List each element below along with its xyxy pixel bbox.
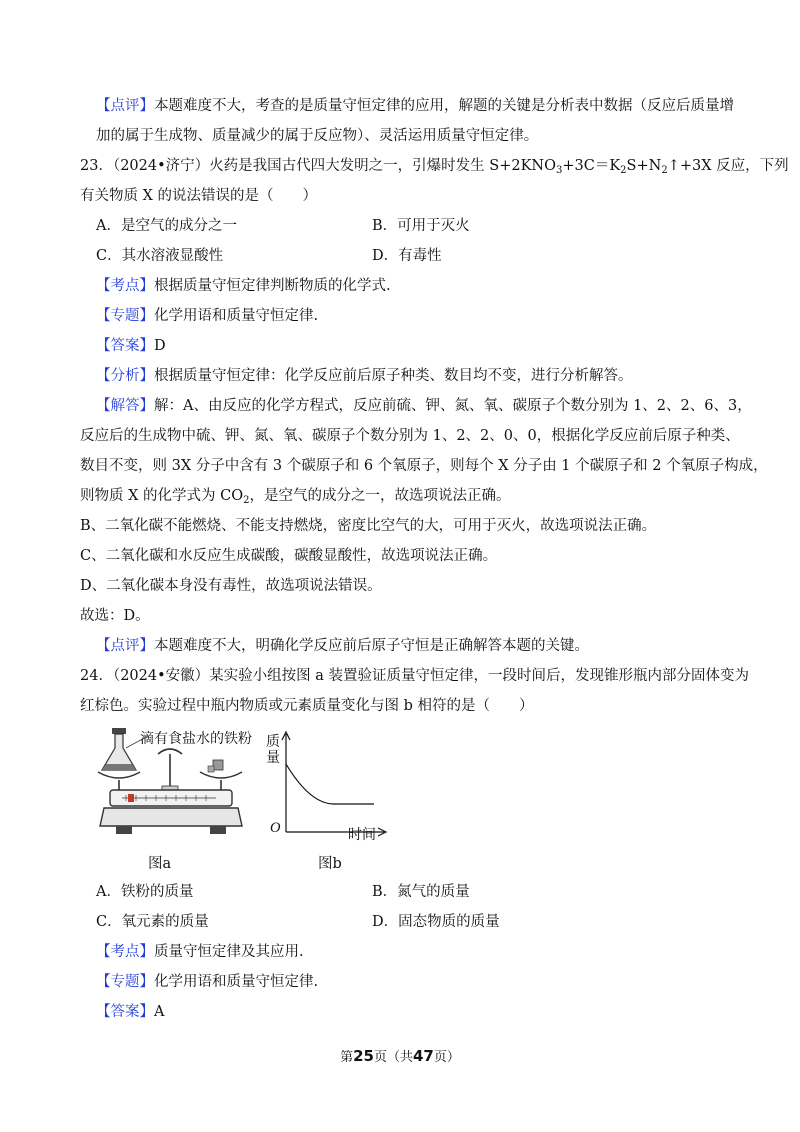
comment-line-1 bbox=[96, 96, 734, 116]
q23-option-c: C．其水溶液显酸性 bbox=[96, 248, 224, 264]
q23-zhuanti bbox=[96, 306, 318, 326]
page-number: 25 bbox=[353, 1047, 374, 1065]
q23-stem: 有关物质 X 的说法错误的是（ ） bbox=[80, 188, 318, 204]
kaodian-tag: 【考点】 bbox=[96, 944, 154, 960]
solution-text: ，是空气的成分之一，故选项说法正确。 bbox=[249, 488, 511, 504]
q23-solution-line-2: 反应后的生成物中硫、钾、氮、氧、碳原子个数分别为 1、2、2、0、0，根据化学反应前后原子种类、 bbox=[80, 428, 740, 444]
answer-tag: 【答案】 bbox=[96, 1004, 154, 1020]
q23-comment bbox=[96, 636, 589, 656]
figure-b-xlabel: 时间 bbox=[348, 827, 376, 843]
zhuanti-tag: 【专题】 bbox=[96, 308, 154, 324]
answer-text: A bbox=[154, 1004, 165, 1020]
q23-stem: S+N bbox=[626, 158, 662, 174]
kaodian-text: 根据质量守恒定律判断物质的化学式. bbox=[154, 278, 391, 294]
q24-stem-line-2: 红棕色。实验过程中瓶内物质或元素质量变化与图 b 相符的是（ ） bbox=[80, 698, 534, 714]
q23-option-d: D．有毒性 bbox=[372, 248, 442, 264]
q24-option-b: B．氮气的质量 bbox=[372, 884, 470, 900]
footer-text: 第 bbox=[340, 1050, 354, 1065]
q24-answer bbox=[96, 1002, 164, 1022]
answer-tag: 【答案】 bbox=[96, 338, 154, 354]
subscript: 2 bbox=[620, 165, 627, 176]
q23-solution-line-6: C、二氧化碳和水反应生成碳酸，碳酸显酸性，故选项说法正确。 bbox=[80, 548, 498, 564]
q24-stem-line-1: 24．（2024•安徽）某实验小组按图 a 装置验证质量守恒定律，一段时间后，发现锥形瓶内部分固体变为 bbox=[80, 668, 750, 684]
zhuanti-tag: 【专题】 bbox=[96, 974, 154, 990]
q23-solution-line-1 bbox=[96, 396, 752, 416]
figure-b-ylabel: 质量 bbox=[266, 734, 280, 766]
page-footer bbox=[0, 1046, 800, 1065]
footer-text: 页（共 bbox=[373, 1050, 413, 1065]
footer-text: 页） bbox=[433, 1050, 460, 1065]
q24-option-c: C．氧元素的质量 bbox=[96, 914, 209, 930]
q23-stem-line-1 bbox=[80, 156, 789, 176]
comment-line-2 bbox=[96, 126, 538, 146]
figure-b-origin: O bbox=[270, 820, 281, 836]
comment-text: 本题难度不大，考查的是质量守恒定律的应用，解题的关键是分析表中数据（反应后质量增 bbox=[154, 98, 734, 114]
answer-text: D bbox=[154, 338, 166, 354]
subscript: 3 bbox=[555, 165, 563, 176]
q24-zhuanti bbox=[96, 972, 318, 992]
analysis-tag: 【分析】 bbox=[96, 368, 154, 384]
comment-text: 加的属于生成物、质量减少的属于反应物）、灵活运用质量守恒定律。 bbox=[96, 128, 539, 144]
figure-a-caption: 图a bbox=[148, 856, 172, 872]
solution-tag: 【解答】 bbox=[96, 398, 154, 414]
kaodian-text: 质量守恒定律及其应用. bbox=[154, 944, 304, 960]
solution-text: 则物质 X 的化学式为 CO bbox=[80, 488, 244, 504]
q23-stem: +3C＝K bbox=[562, 158, 621, 174]
figure-a-label: 滴有食盐水的铁粉 bbox=[140, 731, 252, 747]
q23-stem: ↑+3X 反应，下列 bbox=[667, 158, 789, 174]
q23-answer bbox=[96, 336, 166, 356]
q24-kaodian bbox=[96, 942, 304, 962]
q23-analysis bbox=[96, 366, 633, 386]
q24-option-a: A．铁粉的质量 bbox=[96, 884, 194, 900]
solution-text: 解：A、由反应的化学方程式，反应前硫、钾、氮、氧、碳原子个数分别为 1、2、2、6、3， bbox=[154, 398, 752, 414]
subscript: 2 bbox=[661, 165, 668, 176]
zhuanti-text: 化学用语和质量守恒定律. bbox=[154, 974, 319, 990]
comment-tag: 【点评】 bbox=[96, 638, 154, 654]
figure-b-caption: 图b bbox=[318, 856, 342, 872]
comment-tag: 【点评】 bbox=[96, 98, 154, 114]
q23-option-b: B．可用于灭火 bbox=[372, 218, 470, 234]
analysis-text: 根据质量守恒定律：化学反应前后原子种类、数目均不变，进行分析解答。 bbox=[154, 368, 633, 384]
kaodian-tag: 【考点】 bbox=[96, 278, 154, 294]
q23-solution-line-4 bbox=[80, 486, 511, 506]
q24-option-d: D．固态物质的质量 bbox=[372, 914, 500, 930]
q23-solution-line-8: 故选：D。 bbox=[80, 608, 150, 624]
q23-stem-line-2 bbox=[80, 186, 317, 206]
q23-solution-line-5: B、二氧化碳不能燃烧、不能支持燃烧，密度比空气的大，可用于灭火，故选项说法正确。 bbox=[80, 518, 657, 534]
subscript: 2 bbox=[243, 495, 250, 506]
page-total: 47 bbox=[413, 1047, 434, 1065]
zhuanti-text: 化学用语和质量守恒定律. bbox=[154, 308, 319, 324]
q23-solution-line-7: D、二氧化碳本身没有毒性，故选项说法错误。 bbox=[80, 578, 382, 594]
q23-solution-line-3: 数目不变，则 3X 分子中含有 3 个碳原子和 6 个氧原子，则每个 X 分子由 1 个碳原子和 2 个氧原子构成， bbox=[80, 458, 768, 474]
q23-option-a: A．是空气的成分之一 bbox=[96, 218, 237, 234]
q23-stem: 23．（2024•济宁）火药是我国古代四大发明之一，引爆时发生 S+2KNO bbox=[80, 158, 556, 174]
comment-text: 本题难度不大，明确化学反应前后原子守恒是正确解答本题的关键。 bbox=[154, 638, 589, 654]
q23-kaodian bbox=[96, 276, 391, 296]
